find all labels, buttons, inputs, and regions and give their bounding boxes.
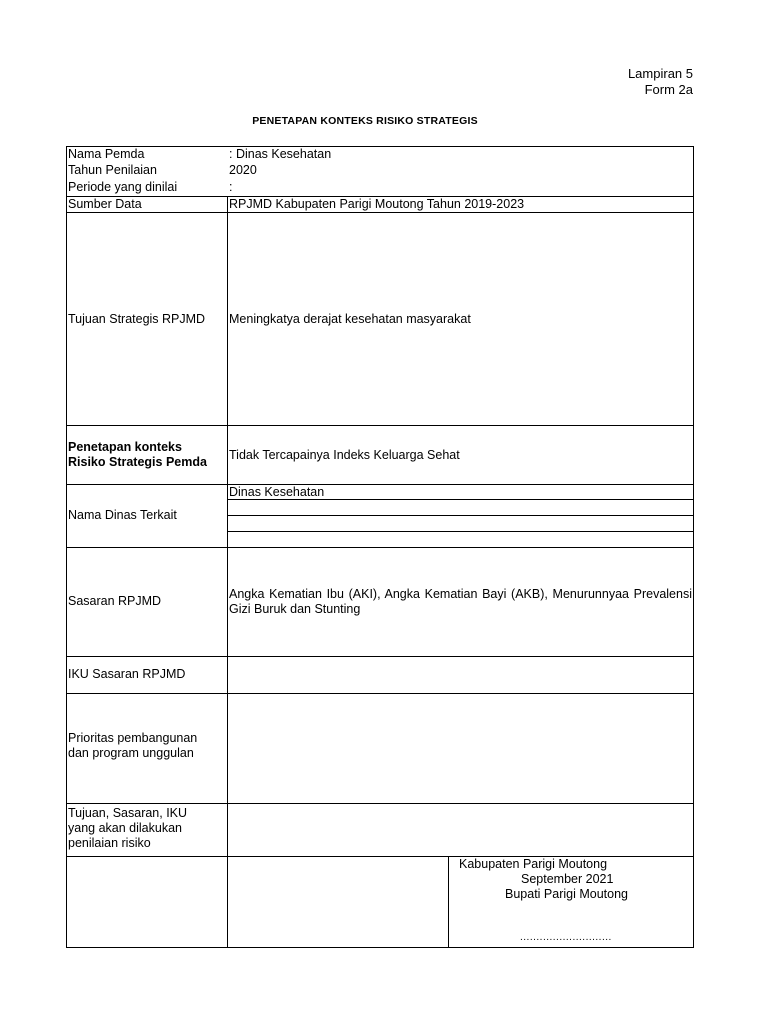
signature-role: Bupati Parigi Moutong bbox=[505, 887, 628, 901]
nama-pemda-label: Nama Pemda bbox=[68, 147, 145, 161]
tujuan-label: Tujuan Strategis RPJMD bbox=[68, 312, 206, 326]
sub-row-divider bbox=[227, 515, 694, 516]
tujuan-iku-label: penilaian risiko bbox=[68, 836, 151, 850]
nama-pemda-value: : Dinas Kesehatan bbox=[229, 147, 332, 161]
sasaran-label: Sasaran RPJMD bbox=[68, 594, 162, 608]
form-number: Form 2a bbox=[644, 82, 693, 97]
document-title: PENETAPAN KONTEKS RISIKO STRATEGIS bbox=[252, 115, 478, 127]
attachment-number: Lampiran 5 bbox=[627, 66, 693, 81]
periode-value: : bbox=[229, 180, 233, 194]
column-divider bbox=[448, 856, 449, 948]
sub-row-divider bbox=[227, 531, 694, 532]
signature-place: Kabupaten Parigi Moutong bbox=[459, 857, 608, 871]
dinas-label: Nama Dinas Terkait bbox=[68, 508, 177, 522]
column-divider bbox=[227, 196, 228, 948]
tujuan-iku-label: Tujuan, Sasaran, IKU bbox=[68, 806, 188, 820]
sasaran-value: Angka Kematian Ibu (AKI), Angka Kematian Bayi (AKB), Menurunnyaa Prevalensi Gizi Buruk dan Stunting bbox=[229, 587, 692, 616]
tahun-label: Tahun Penilaian bbox=[68, 163, 157, 177]
dinas-value: Dinas Kesehatan bbox=[229, 485, 325, 499]
row-divider bbox=[66, 693, 694, 694]
row-divider bbox=[66, 656, 694, 657]
konteks-label: Penetapan konteks bbox=[68, 440, 182, 454]
konteks-value: Tidak Tercapainya Indeks Keluarga Sehat bbox=[229, 448, 460, 462]
sumber-label: Sumber Data bbox=[68, 197, 142, 211]
iku-label: IKU Sasaran RPJMD bbox=[68, 667, 186, 681]
periode-label: Periode yang dinilai bbox=[68, 180, 178, 194]
tahun-value: 2020 bbox=[229, 163, 257, 177]
tujuan-value: Meningkatya derajat kesehatan masyarakat bbox=[229, 312, 471, 326]
row-divider bbox=[66, 484, 694, 485]
signature-name-placeholder: ............................ bbox=[520, 932, 612, 943]
prioritas-label: dan program unggulan bbox=[68, 746, 194, 760]
row-divider bbox=[66, 547, 694, 548]
sumber-value: RPJMD Kabupaten Parigi Moutong Tahun 2019-2023 bbox=[229, 197, 525, 211]
konteks-label: Risiko Strategis Pemda bbox=[68, 455, 207, 469]
row-divider bbox=[66, 803, 694, 804]
signature-date: September 2021 bbox=[521, 872, 614, 886]
tujuan-iku-label: yang akan dilakukan bbox=[68, 821, 182, 835]
row-divider bbox=[66, 212, 694, 213]
prioritas-label: Prioritas pembangunan bbox=[68, 731, 198, 745]
row-divider bbox=[66, 425, 694, 426]
